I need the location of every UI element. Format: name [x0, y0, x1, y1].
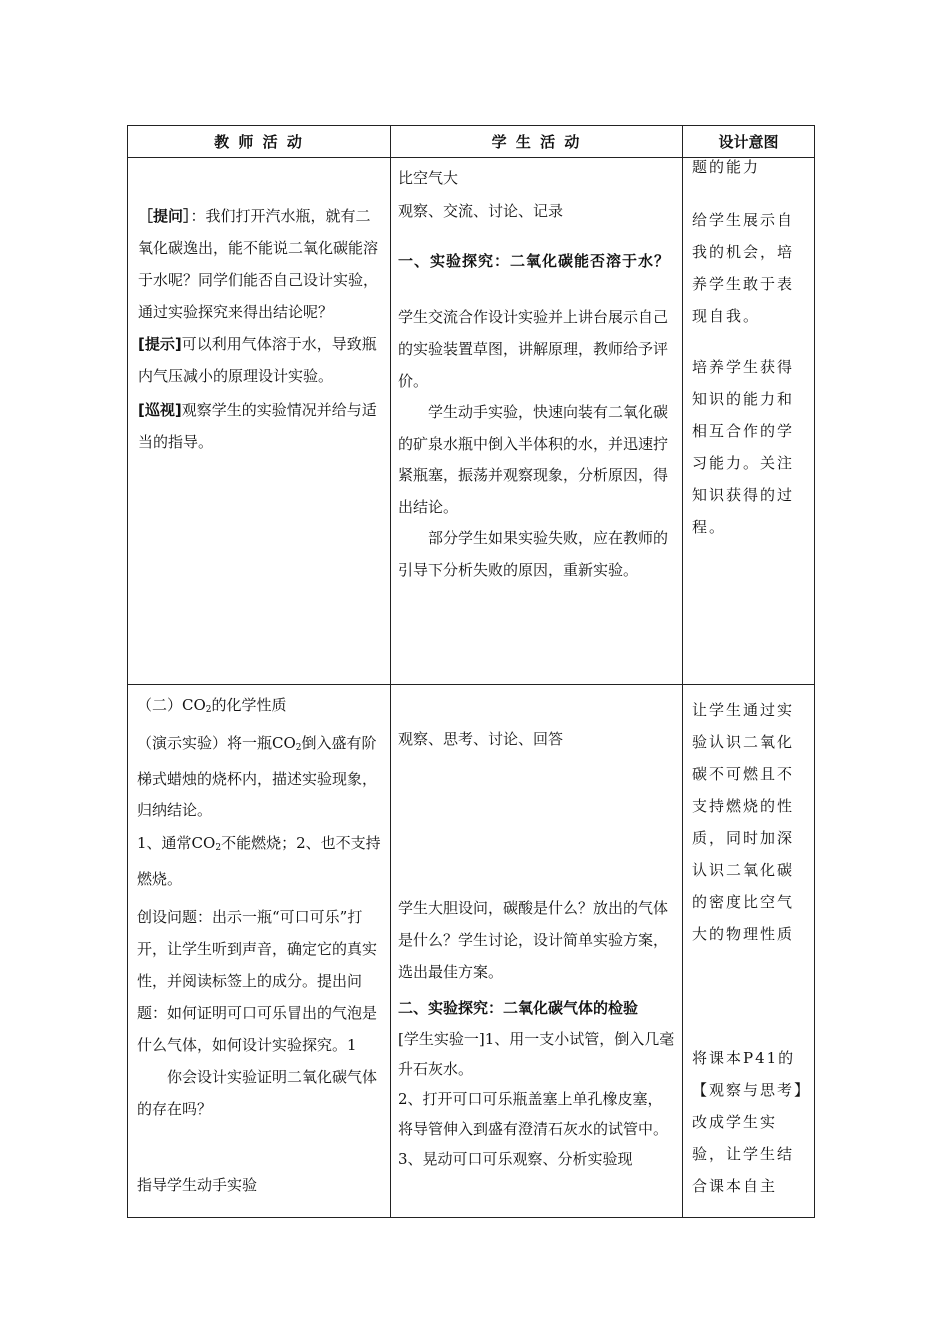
- column-divider-1: [390, 125, 391, 1218]
- student-text: 学生交流合作设计实验并上讲台展示自己的实验装置草图，讲解原理，教师给予评价。: [398, 308, 669, 390]
- design-text: 给学生展示自我的机会，培养学生敢于表现自我。: [692, 211, 795, 325]
- row1-student-cell: [398, 163, 676, 586]
- student-text: 观察、交流、讨论、记录: [398, 202, 564, 220]
- header-student-activity: 学 生 活 动: [491, 133, 582, 151]
- problem-setup: 创设问题：出示一瓶“可口可乐”打开，让学生听到声音，确定它的真实性，并阅读标签上的成分。提出问题：如何证明可口可乐冒出的气泡是什么气体，如何设计实验探究。1: [137, 908, 378, 1054]
- student-experiment-step: 2、打开可口可乐瓶盖塞上单孔橡皮塞，将导管伸入到盛有澄清石灰水的试管中。: [398, 1090, 669, 1138]
- question-label: ［提问］: [138, 207, 191, 225]
- design-text: 题的能力: [692, 158, 761, 176]
- hint-label: [提示]: [138, 335, 182, 353]
- student-experiment-step: 3、晃动可口可乐观察、分析实验现: [398, 1150, 633, 1168]
- student-experiment-step: [学生实验一]1、用一支小试管，倒入几毫升石灰水。: [398, 1030, 675, 1078]
- header-teacher-activity: 教 师 活 动: [214, 133, 304, 151]
- guide-text: 指导学生动手实验: [137, 1176, 258, 1194]
- column-divider-2: [682, 125, 683, 1218]
- row2-teacher-cell: [137, 690, 384, 1201]
- teacher-patrol-paragraph: [138, 394, 383, 458]
- section-title: （二）$CO_2$的化学性质: [137, 696, 287, 715]
- demo-experiment: （演示实验）将一瓶$CO_2$倒入盛有阶梯式蜡烛的烧杯内，描述实验现象，归纳结论。: [137, 734, 378, 819]
- design-text: 让学生通过实验认识二氧化碳不可燃且不支持燃烧的性质，同时加深认识二氧化碳的密度比空气大的物理性质: [692, 701, 795, 943]
- teacher-question-paragraph: [138, 200, 383, 328]
- row1-bottom-border: [127, 684, 815, 685]
- student-text: 比空气大: [398, 169, 459, 187]
- design-question: 你会设计实验证明二氧化碳气体的存在吗？: [137, 1068, 378, 1118]
- student-text: 学生大胆设问，碳酸是什么？放出的气体是什么？学生讨论，设计简单实验方案，选出最佳方案。: [398, 899, 669, 981]
- demo-conclusion: 1、通常$CO_2$不能燃烧；2、也不支持燃烧。: [137, 834, 381, 888]
- experiment-heading-2: 二、实验探究：二氧化碳气体的检验: [398, 999, 639, 1017]
- hint-text: 可以利用气体溶于水，导致瓶内气压减小的原理设计实验。: [138, 335, 377, 385]
- experiment-heading-1: 一、实验探究：二氧化碳能否溶于水？: [398, 252, 671, 270]
- design-text: 培养学生获得知识的能力和相互合作的学习能力。关注知识获得的过程。: [692, 358, 795, 536]
- row2-design-cell: [692, 694, 808, 1202]
- question-text: ：我们打开汽水瓶，就有二氧化碳逸出，能不能说二氧化碳能溶于水呢？同学们能否自己设计实验，通过实验探究来得出结论呢？: [138, 207, 379, 321]
- table-left-border: [127, 125, 128, 1218]
- row1-teacher-cell: [138, 200, 383, 458]
- design-text: 将课本P41的【观察与思考】改成学生实验，让学生结合课本自主: [692, 1049, 804, 1195]
- header-design-intent: 设计意图: [718, 133, 779, 151]
- student-text: 学生动手实验，快速向装有二氧化碳的矿泉水瓶中倒入半体积的水，并迅速拧紧瓶塞，振荡并观察现象，分析原因，得出结论。: [398, 403, 669, 516]
- table-bottom-border: [127, 1217, 815, 1218]
- table-right-border: [814, 125, 815, 1218]
- teacher-hint-paragraph: [138, 328, 383, 392]
- student-text: 部分学生如果实验失败，应在教师的引导下分析失败的原因，重新实验。: [398, 529, 669, 579]
- patrol-label: [巡视]: [138, 401, 182, 419]
- patrol-text: 观察学生的实验情况并给与适当的指导。: [138, 401, 377, 451]
- row1-design-cell: [692, 151, 808, 543]
- row2-student-cell: [398, 724, 676, 1174]
- student-text: 观察、思考、讨论、回答: [398, 730, 564, 748]
